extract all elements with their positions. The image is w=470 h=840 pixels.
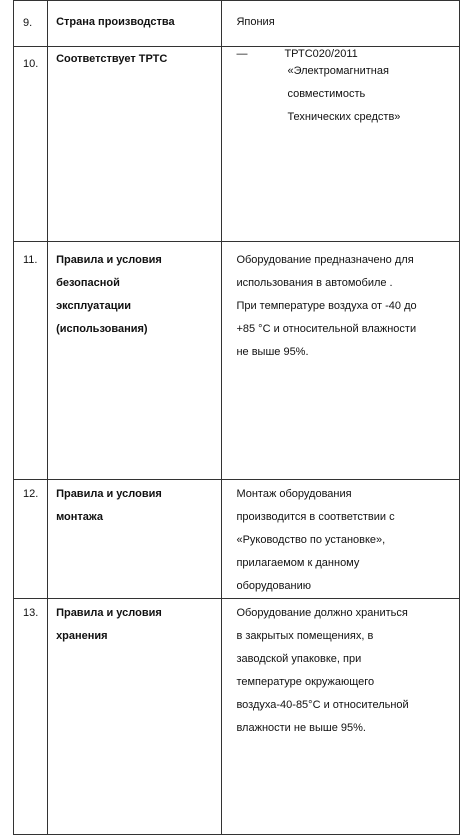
- row-value-line: +85 °С и относительной влажности: [236, 323, 417, 335]
- row-value: [222, 1, 460, 47]
- row-label: [48, 242, 222, 480]
- row-label-line: хранения: [56, 630, 108, 642]
- row-value: [222, 599, 460, 835]
- row-label-line: эксплуатации: [56, 300, 131, 312]
- row-value-line: температуре окружающего: [236, 676, 375, 688]
- row-label-line: монтажа: [56, 511, 103, 523]
- row-label: [48, 599, 222, 835]
- table-row: [14, 599, 460, 835]
- table-row: [14, 1, 460, 47]
- certificate-title-line: «Электромагнитная: [287, 65, 389, 77]
- row-value-line: воздуха-40-85°С и относительной: [236, 699, 409, 711]
- row-label: [48, 480, 222, 599]
- row-label-line: безопасной: [56, 277, 120, 289]
- row-value: [222, 480, 460, 599]
- table-row: [14, 242, 460, 480]
- row-value-line: прилагаемом к данному: [236, 557, 360, 569]
- row-label-line: (использования): [56, 323, 148, 335]
- dash-marker: —: [236, 48, 248, 60]
- product-spec-table: [13, 0, 460, 835]
- row-label-line: Правила и условия: [56, 488, 162, 500]
- certificate-code: ТРТС020/2011: [284, 48, 358, 60]
- certificate-title-line: Технических средств»: [287, 111, 401, 123]
- table-row: [14, 480, 460, 599]
- row-label-line: Страна производства: [56, 16, 175, 28]
- row-value-line: в закрытых помещениях, в: [236, 630, 374, 642]
- row-label-line: Соответствует ТРТС: [56, 53, 168, 65]
- row-value-line: использования в автомобиле .: [236, 277, 393, 289]
- row-number: 10.: [14, 47, 48, 242]
- certificate-line: [236, 47, 451, 60]
- row-value-line: не выше 95%.: [236, 346, 309, 358]
- row-value-line: влажности не выше 95%.: [236, 722, 366, 734]
- row-value-line: Оборудование должно храниться: [236, 607, 408, 619]
- row-label-line: Правила и условия: [56, 254, 162, 266]
- row-value-line: Япония: [236, 16, 275, 28]
- row-label: [48, 1, 222, 47]
- row-number: 13.: [14, 599, 48, 835]
- row-label-line: Правила и условия: [56, 607, 162, 619]
- row-value-line: производится в соответствии с: [236, 511, 395, 523]
- row-value-line: заводской упаковке, при: [236, 653, 362, 665]
- row-value: [222, 47, 460, 242]
- row-label: [48, 47, 222, 242]
- certificate-title-line: совместимость: [287, 88, 366, 100]
- row-number: 9.: [14, 1, 48, 47]
- row-number: 11.: [14, 242, 48, 480]
- row-value: [222, 242, 460, 480]
- table-row: [14, 47, 460, 242]
- row-value-line: Оборудование предназначено для: [236, 254, 414, 266]
- row-value-line: «Руководство по установке»,: [236, 534, 386, 546]
- row-value-line: оборудованию: [236, 580, 311, 592]
- row-value-line: При температуре воздуха от -40 до: [236, 300, 417, 312]
- row-number: 12.: [14, 480, 48, 599]
- row-value-line: Монтаж оборудования: [236, 488, 352, 500]
